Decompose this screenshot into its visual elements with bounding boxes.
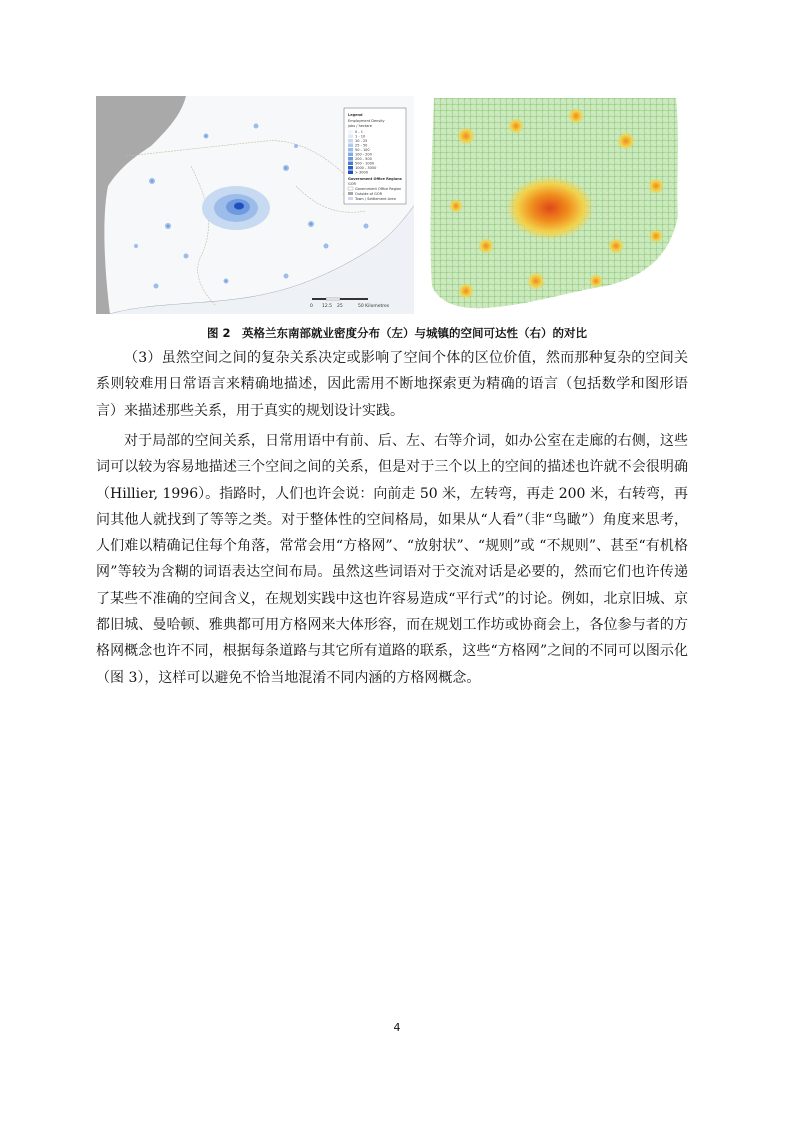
legend-title: Legend (348, 113, 363, 117)
legend-item: 100 - 200 (355, 152, 372, 157)
legend-item: 0 - 1 (355, 130, 363, 134)
legend-item: 10 - 25 (355, 139, 368, 143)
legend-item2: Government Office Region (355, 187, 402, 191)
legend-item2: Outside of GOR (355, 192, 383, 196)
legend-section: Government Office Regions (348, 177, 402, 181)
legend-item: 1 - 10 (355, 134, 366, 139)
legend-item: > 3000 (355, 170, 368, 175)
legend-item: 200 - 500 (355, 157, 372, 161)
legend-item: 25 - 50 (355, 143, 368, 148)
scale-label: 50 Kilometres (358, 304, 390, 309)
scale-label: 12.5 (322, 304, 333, 309)
legend-note: jobs / hectare (348, 124, 372, 128)
page-number: 4 (393, 1021, 401, 1034)
legend-item2: Town / Settlement Area (355, 197, 396, 201)
figure-caption: 图 2 英格兰东南部就业密度分布（左）与城镇的空间可达性（右）的对比 (206, 326, 587, 340)
accessibility-map-svg (426, 96, 684, 314)
legend-item: 1000 - 3000 (355, 166, 377, 170)
paragraph-1: （3）虽然空间之间的复杂关系决定或影响了空间个体的区位价值，然而那种复杂的空间关系则较难用日常语言来精确地描述，因此需用不断地探索更为精确的语言（包括数学和图形语言）来描述那些关系，用于真实的规划设计实践。 (96, 350, 688, 419)
scale-label: 0 (310, 304, 313, 309)
legend-section2: GOR (348, 182, 356, 186)
accessibility-map (426, 96, 684, 314)
legend-item: 500 - 1000 (355, 161, 375, 166)
figure-2 (96, 96, 684, 314)
scale-label: 25 (337, 304, 343, 309)
employment-density-map-svg (96, 96, 414, 314)
employment-density-map (96, 96, 414, 314)
legend-subtitle: Employment Density (348, 119, 385, 123)
paragraph-2: 对于局部的空间关系，日常用语中有前、后、左、右等介词，如办公室在走廊的右侧，这些词可以较为容易地描述三个空间之间的关系，但是对于三个以上的空间的描述也许就不会很明确（Hillier, 1996）。指路时，人们也许会说：向前走 50 米，左转弯，再走 200 米，右转弯，再问其他人就找到了等等之类。对于整体性的空间格局，如果从“人看”（非“鸟瞰”）角度来思考，人们难以精确记住每个角落，常常会用“方格网”、“放射状”、“规则”或 “不规则”、甚至“有机格网”等较为含糊的词语表达空间布局。虽然这些词语对于交流对话是必要的，然而它们也许传递了某些不准确的空间含义，在规划实践中这也许容易造成“平行式”的讨论。例如，北京旧城、京都旧城、曼哈顿、雅典都可用方格网来大体形容，而在规划工作坊或协商会上，各位参与者的方格网概念也许不同，根据每条道路与其它所有道路的联系，这些“方格网”之间的不同可以图示化（图 3），这样可以避免不恰当地混淆不同内涵的方格网概念。 (96, 433, 688, 686)
legend-item: 50 - 100 (355, 148, 370, 152)
